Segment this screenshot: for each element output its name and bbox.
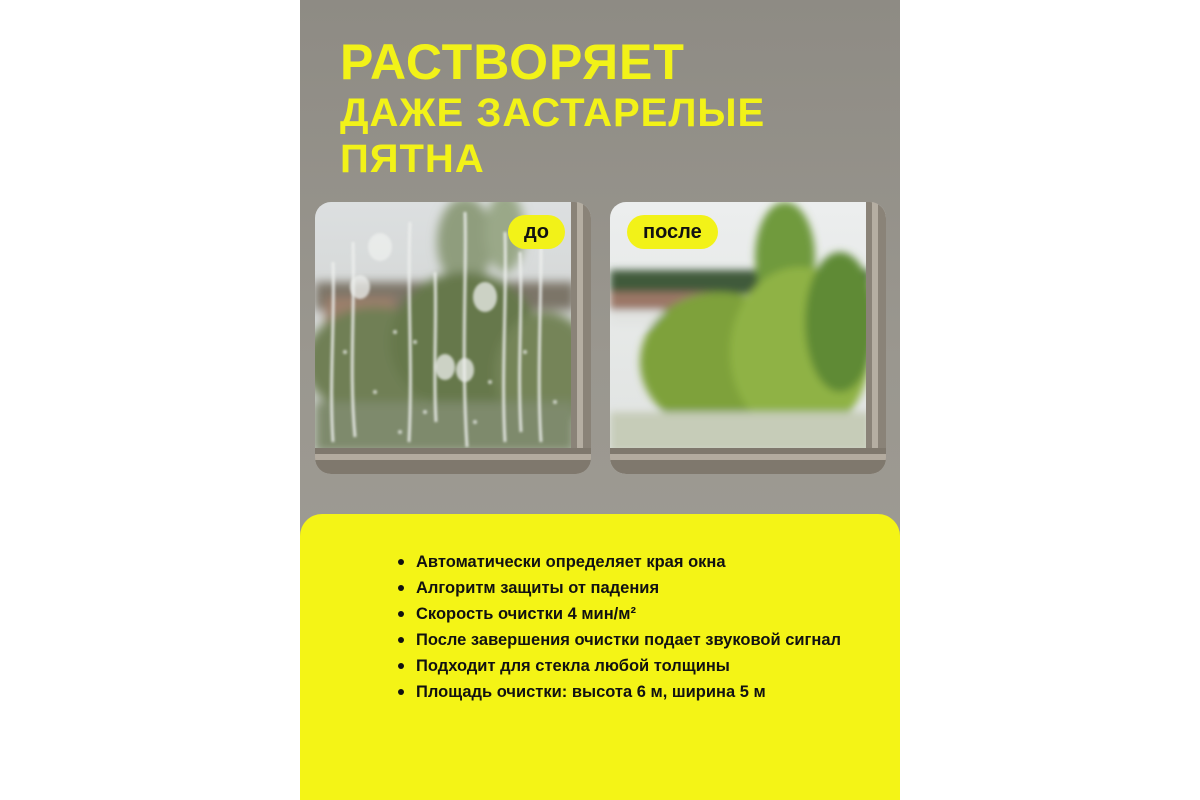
feature-item: Автоматически определяет края окна [398, 550, 858, 574]
feature-item: После завершения очистки подает звуковой сигнал [398, 628, 858, 652]
features-panel [300, 514, 900, 800]
feature-item: Площадь очистки: высота 6 м, ширина 5 м [398, 680, 858, 704]
headline-line-3: ПЯТНА [340, 137, 485, 181]
headline-line-1: РАСТВОРЯЕТ [340, 34, 685, 90]
feature-item: Подходит для стекла любой толщины [398, 654, 858, 678]
features-list [398, 550, 858, 706]
headline [340, 34, 765, 182]
feature-item: Скорость очистки 4 мин/м² [398, 602, 858, 626]
product-card [300, 0, 900, 800]
before-badge: до [508, 215, 565, 249]
headline-line-2: ДАЖЕ ЗАСТАРЕЛЫЕ [340, 91, 766, 135]
feature-item: Алгоритм защиты от падения [398, 576, 858, 600]
after-badge: после [627, 215, 718, 249]
